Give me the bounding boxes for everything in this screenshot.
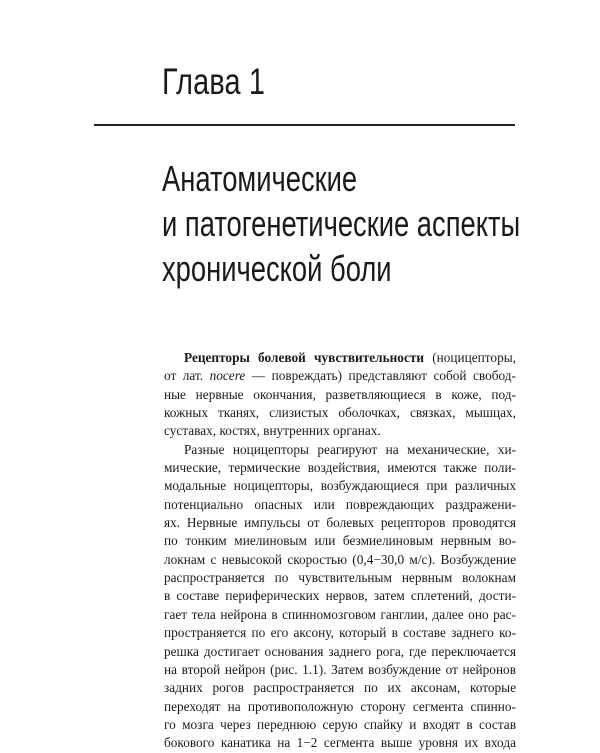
text-line xyxy=(164,441,516,459)
text-segment: Разные ноцицепторы реагируют на механические, хи- xyxy=(184,441,516,457)
text-segment: модальные ноцицепторы, возбуждающиеся при различных xyxy=(164,478,516,494)
chapter-title-line: хронической боли xyxy=(162,248,392,289)
text-line xyxy=(164,532,516,550)
text-line xyxy=(164,551,516,569)
text-line xyxy=(164,679,516,697)
text-segment: решка достигает основания заднего рога, где переключается xyxy=(164,643,516,659)
text-segment: суставах, костях, внутренних органах. xyxy=(164,423,381,439)
chapter-label: Глава 1 xyxy=(162,61,266,102)
text-segment: переходят на противоположную сторону сегмента спинно- xyxy=(164,698,516,714)
text-segment: на второй нейрон (рис. 1.1). Затем возбуждение от нейронов xyxy=(164,661,516,677)
text-line xyxy=(164,422,516,440)
text-segment: локнам с невысокой скоростью (0,4−30,0 м/с). Возбуждение xyxy=(164,551,516,567)
text-line xyxy=(164,643,516,661)
text-line xyxy=(164,349,516,367)
text-segment: пространяется по его аксону, который в составе заднего ко- xyxy=(164,625,516,641)
text-segment: мические, термические воздействия, имеются также поли- xyxy=(164,460,516,476)
text-segment: ные нервные окончания, разветвляющиеся в коже, под- xyxy=(164,386,516,402)
text-segment: от лат. xyxy=(164,368,210,384)
text-line xyxy=(164,569,516,587)
text-line xyxy=(164,698,516,716)
text-line xyxy=(164,661,516,679)
italic-term: nocere xyxy=(209,368,246,384)
text-segment: задних рогов распространяется по их аксонам, которые xyxy=(164,680,516,696)
body-text xyxy=(164,349,516,753)
text-line xyxy=(164,367,516,385)
text-segment: го мозга через переднюю серую спайку и входят в состав xyxy=(164,716,516,732)
text-segment: потенциально опасных или повреждающих раздражени- xyxy=(164,496,516,512)
text-line xyxy=(164,606,516,624)
text-segment: бокового канатика на 1−2 сегмента выше уровня их входа xyxy=(164,735,516,751)
text-segment: кожных тканях, слизистых оболочках, связках, мышцах, xyxy=(164,405,516,421)
chapter-divider xyxy=(94,124,515,126)
chapter-title-line: Анатомические xyxy=(162,158,358,199)
text-line xyxy=(164,459,516,477)
text-segment: — повреждать) представляют собой свобод- xyxy=(245,368,516,384)
text-segment: (ноцицепторы, xyxy=(424,350,516,365)
text-segment: распространяется по чувствительным нервным волокнам xyxy=(164,570,516,586)
text-segment: гает тела нейрона в спинномозговом ганглии, далее оно рас- xyxy=(164,606,516,622)
paragraph xyxy=(164,349,516,441)
text-line xyxy=(164,624,516,642)
text-segment: ях. Нервные импульсы от болевых рецепторов проводятся xyxy=(164,515,516,531)
paragraph xyxy=(164,441,516,753)
text-line xyxy=(164,496,516,514)
bold-term: Рецепторы болевой чувствительности xyxy=(184,350,425,365)
text-line xyxy=(164,514,516,532)
chapter-title-line: и патогенетические аспекты xyxy=(162,203,521,244)
text-line xyxy=(164,404,516,422)
text-segment: по тонким миелиновым или безмиелиновым нервным во- xyxy=(164,533,516,549)
text-line xyxy=(164,716,516,734)
text-line xyxy=(164,386,516,404)
text-line xyxy=(164,477,516,495)
text-segment: в составе периферических нервов, затем сплетений, дости- xyxy=(164,588,516,604)
chapter-title xyxy=(162,156,520,291)
text-line xyxy=(164,587,516,605)
